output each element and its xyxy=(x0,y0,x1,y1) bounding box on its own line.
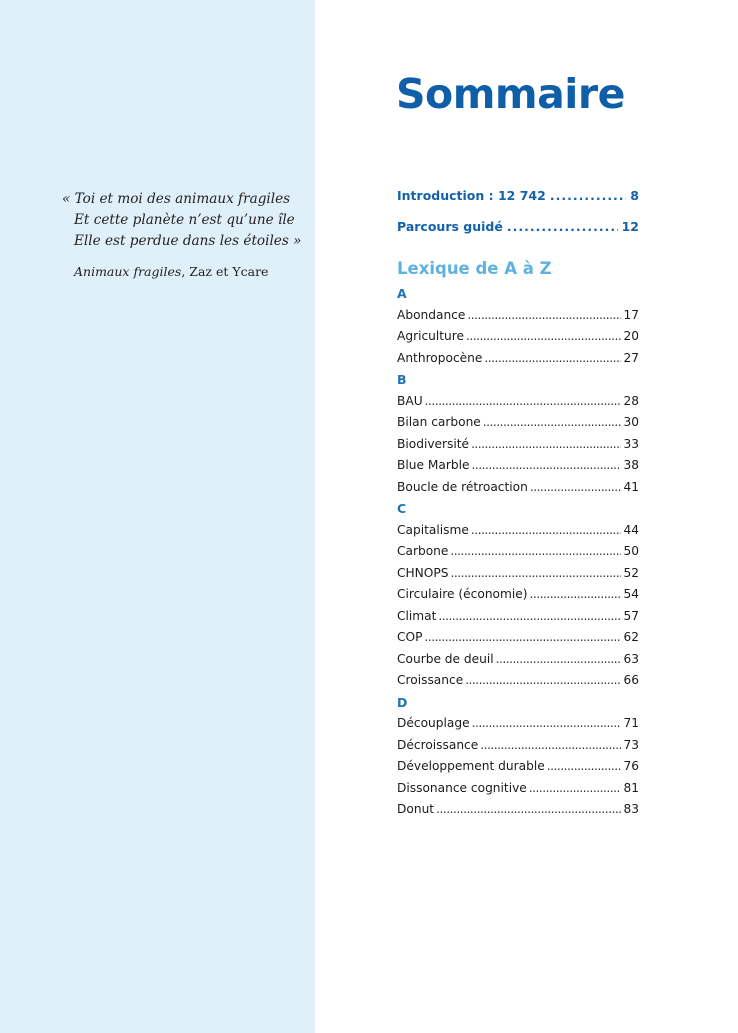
lexique-entry-page: 20 xyxy=(623,329,639,343)
lexique-entry-page: 54 xyxy=(623,587,639,601)
lexique-entry[interactable] xyxy=(397,434,639,456)
lexique-entry-page: 41 xyxy=(623,479,639,494)
lexique-entry-page: 83 xyxy=(623,802,639,816)
lexique-title: Lexique de A à Z xyxy=(397,259,552,278)
lexique-entry-page: 66 xyxy=(623,673,639,687)
toc-main-entry-label: Introduction : 12 742 xyxy=(397,188,546,203)
toc-leader-dots xyxy=(530,584,622,606)
lexique-entry-label: Climat xyxy=(397,608,437,623)
lexique-entry[interactable] xyxy=(397,670,639,692)
lexique-entry[interactable] xyxy=(397,305,639,327)
page-title: Sommaire xyxy=(396,70,625,118)
lexique-entry-label: BAU xyxy=(397,393,423,408)
toc-leader-dots xyxy=(471,520,622,542)
lexique-entry[interactable] xyxy=(397,627,639,649)
lexique-entry-label: Dissonance cognitive xyxy=(397,780,527,795)
lexique-entry-page: 76 xyxy=(623,759,639,773)
epigraph-line: « Toi et moi des animaux fragiles xyxy=(62,191,291,207)
toc-leader-dots xyxy=(436,799,621,821)
lexique-entry-page: 33 xyxy=(623,436,639,451)
lexique-entry-page: 71 xyxy=(623,716,639,730)
toc-leader-dots xyxy=(438,606,621,628)
toc-leader-dots xyxy=(450,541,621,563)
lexique-entry-page: 27 xyxy=(623,350,639,365)
lexique-entry[interactable] xyxy=(397,563,639,585)
epigraph-line: Elle est perdue dans les étoiles » xyxy=(74,233,302,249)
lexique-entry-label: Donut xyxy=(397,802,435,816)
lexique-entry-page: 50 xyxy=(623,544,639,558)
epigraph xyxy=(62,189,307,279)
lexique-entry-label: Bilan carbone xyxy=(397,415,481,429)
lexique-entry[interactable] xyxy=(397,348,639,370)
lexique-entry[interactable] xyxy=(397,713,639,735)
lexique-entry-label: Agriculture xyxy=(397,329,465,343)
lexique-entry-page: 44 xyxy=(623,522,639,537)
toc-leader-dots xyxy=(424,627,621,649)
lexique-entry-label: Carbone xyxy=(397,544,449,558)
lexique-entry[interactable] xyxy=(397,799,639,821)
lexique-entry-label: Boucle de rétroaction xyxy=(397,479,528,494)
left-panel xyxy=(0,0,315,1033)
lexique-entry-label: Découplage xyxy=(397,716,470,730)
lexique-entry-label: Biodiversité xyxy=(397,436,470,451)
toc-leader-dots xyxy=(465,670,621,692)
toc-leader-dots xyxy=(466,326,621,348)
toc-main-entries xyxy=(397,188,639,241)
lexique-letter-heading: B xyxy=(397,372,407,387)
lexique-entry-label: CHNOPS xyxy=(397,565,449,580)
toc-leader-dots xyxy=(507,219,618,234)
lexique-entry-page: 62 xyxy=(623,630,639,644)
toc-main-entry[interactable] xyxy=(397,188,639,210)
lexique-entry-page: 30 xyxy=(623,415,639,429)
toc-leader-dots xyxy=(472,713,622,735)
toc-leader-dots xyxy=(471,455,621,477)
lexique-entry-label: Capitalisme xyxy=(397,522,469,537)
lexique-entry[interactable] xyxy=(397,756,639,778)
toc-leader-dots xyxy=(480,735,621,757)
lexique-entry[interactable] xyxy=(397,541,639,563)
lexique-list xyxy=(397,283,639,821)
epigraph-source-authors: , Zaz et Ycare xyxy=(181,264,269,279)
lexique-entry[interactable] xyxy=(397,778,639,800)
lexique-entry-label: Développement durable xyxy=(397,759,545,773)
toc-leader-dots xyxy=(471,434,621,456)
epigraph-source-work: Animaux fragiles xyxy=(74,264,182,279)
lexique-entry-page: 28 xyxy=(623,393,639,408)
toc-leader-dots xyxy=(484,348,621,370)
lexique-entry-label: Circulaire (économie) xyxy=(397,587,528,601)
lexique-entry-page: 38 xyxy=(623,458,639,472)
lexique-entry-page: 52 xyxy=(623,565,639,580)
lexique-entry[interactable] xyxy=(397,606,639,628)
toc-leader-dots xyxy=(483,412,622,434)
lexique-entry-label: Abondance xyxy=(397,307,466,322)
toc-leader-dots xyxy=(550,188,626,203)
lexique-entry[interactable] xyxy=(397,477,639,499)
lexique-letter-heading: C xyxy=(397,501,407,516)
epigraph-line: Et cette planète n’est qu’une île xyxy=(74,212,295,228)
lexique-entry-label: Anthropocène xyxy=(397,350,483,365)
toc-leader-dots xyxy=(450,563,621,585)
lexique-entry-label: Décroissance xyxy=(397,737,479,752)
toc-main-entry-label: Parcours guidé xyxy=(397,219,503,234)
lexique-entry-page: 63 xyxy=(623,651,639,666)
toc-leader-dots xyxy=(530,477,622,499)
toc-leader-dots xyxy=(529,778,622,800)
lexique-entry[interactable] xyxy=(397,735,639,757)
lexique-entry[interactable] xyxy=(397,520,639,542)
lexique-entry-page: 17 xyxy=(623,307,639,322)
epigraph-source xyxy=(62,264,307,279)
lexique-entry[interactable] xyxy=(397,584,639,606)
lexique-entry-page: 73 xyxy=(623,737,639,752)
lexique-letter-heading: D xyxy=(397,694,408,710)
lexique-entry-label: COP xyxy=(397,630,423,644)
lexique-entry-page: 81 xyxy=(623,780,639,795)
lexique-entry[interactable] xyxy=(397,649,639,671)
toc-leader-dots xyxy=(467,305,621,327)
toc-leader-dots xyxy=(547,756,622,778)
lexique-entry[interactable] xyxy=(397,326,639,348)
toc-main-entry-page: 8 xyxy=(630,188,639,203)
toc-leader-dots xyxy=(425,391,622,413)
lexique-entry-page: 57 xyxy=(623,608,639,623)
lexique-entry-label: Croissance xyxy=(397,673,464,687)
lexique-entry[interactable] xyxy=(397,412,639,434)
toc-main-entry-page: 12 xyxy=(621,219,639,234)
toc-leader-dots xyxy=(496,649,622,671)
toc-main-entry[interactable] xyxy=(397,219,639,241)
lexique-entry[interactable] xyxy=(397,391,639,413)
lexique-letter-heading: A xyxy=(397,286,407,301)
lexique-entry-label: Blue Marble xyxy=(397,458,470,472)
lexique-entry-label: Courbe de deuil xyxy=(397,651,494,666)
lexique-entry[interactable] xyxy=(397,455,639,477)
